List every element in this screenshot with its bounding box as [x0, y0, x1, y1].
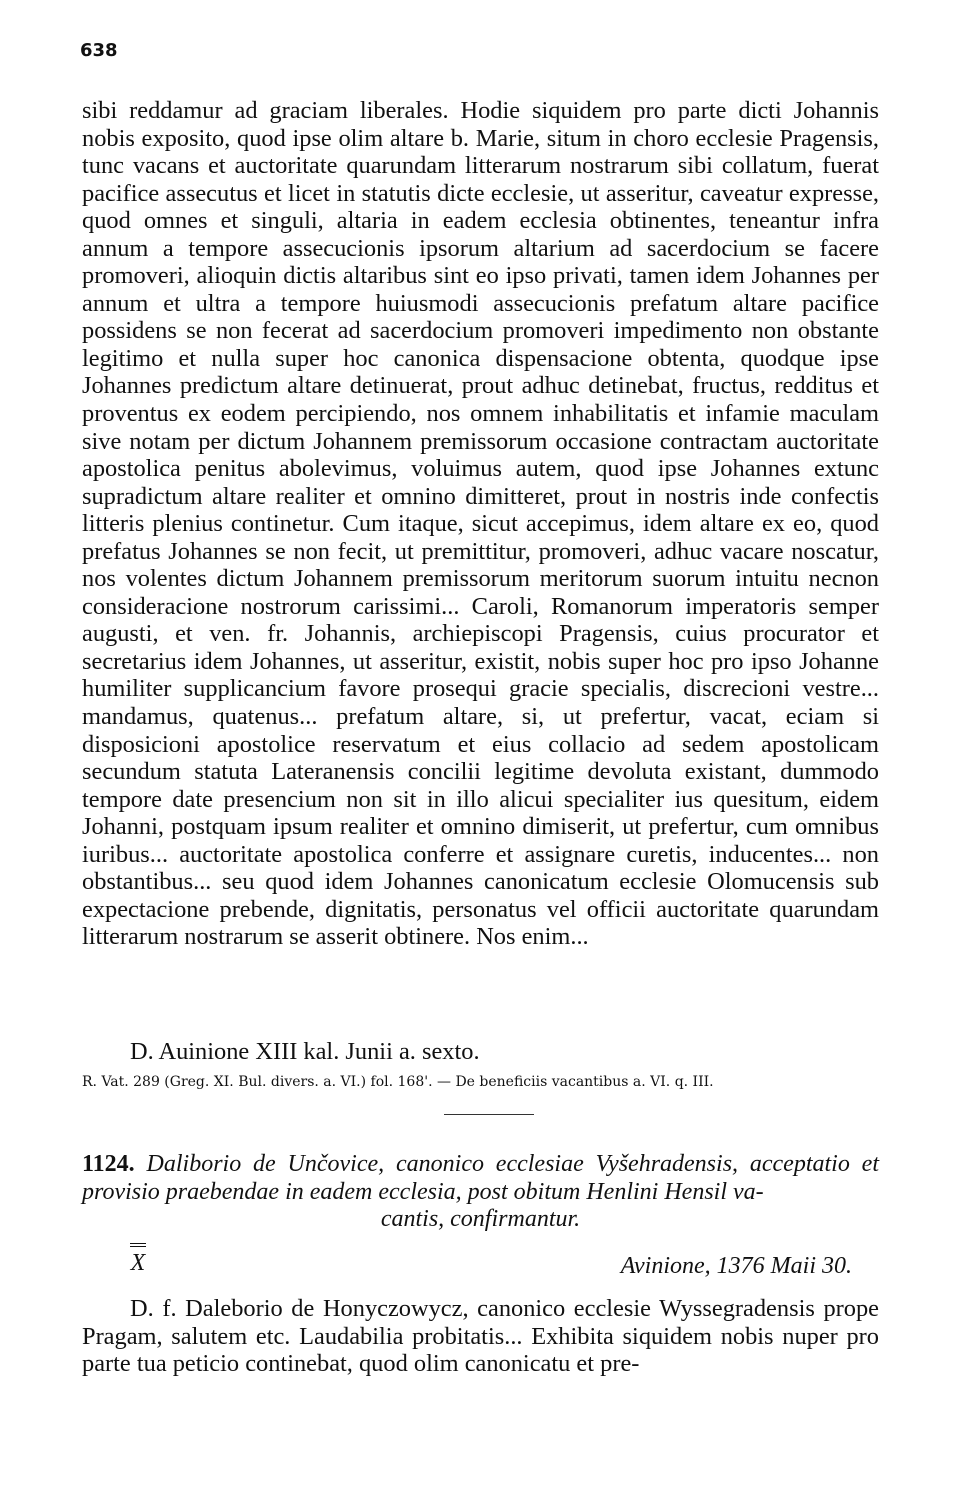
main-body-text [82, 97, 879, 951]
register-mark [126, 1243, 150, 1275]
entry-paragraph: D. f. Daleborio de Honyczowycz, canonico ecclesie Wyssegradensis prope Pragam, salutem etc. Laudabilia probitatis... Exhibita siquidem nobis nuper pro parte tua peticio continebat, quod olim canonicatu et pre- [82, 1295, 879, 1378]
register-mark-bar [130, 1243, 146, 1244]
entry-heading-text-end: cantis, confirmantur. [380, 1206, 581, 1232]
register-mark-letter: X [130, 1250, 146, 1276]
place-date: Avinione, 1376 Maii 30. [620, 1253, 852, 1279]
entry-body-text [82, 1295, 879, 1378]
dateline: D. Auinione XIII kal. Junii a. sexto. [130, 1038, 480, 1065]
page-number: 638 [80, 40, 118, 61]
entry-heading [82, 1151, 879, 1234]
entry-heading-text: Daliborio de Unčovice, canonico ecclesiae Vyšehradensis, acceptatio et provisio praebendae in eadem ecclesia, post obitum Henlini Hensil va- [82, 1151, 879, 1205]
entry-number: 1124. [82, 1151, 135, 1177]
source-note: R. Vat. 289 (Greg. XI. Bul. divers. a. VI.) fol. 168'. — De beneficiis vacantibus a. VI. q. III. [82, 1074, 714, 1090]
body-paragraph: sibi reddamur ad graciam liberales. Hodie siquidem pro parte dicti Johannis nobis exposito, quod ipse olim altare b. Marie, situm in choro ecclesie Pragensis, tunc vacans et auctoritate quarundam litterarum nostrarum sibi collatum, fuerat pacifice assecutus et licet in statutis dicte ecclesie, ut asseritur, caveatur expresse, quod omnes et singuli, altaria in eadem ecclesia obtinentes, teneantur infra annum a tempore assecucionis ipsorum altarium ad sacerdocium se facere promoveri, alioquin dictis altaribus sint eo ipso privati, tamen idem Johannes per annum et ultra a tempore huiusmodi assecucionis prefatum altare pacifice possidens se non fecerat ad sacerdocium promoveri impedimento non obstante legitimo et nulla super hoc canonica dispensacione obtenta, quodque ipse Johannes predictum altare detinuerat, prout adhuc detinebat, fructus, redditus et proventus ex eodem percipiendo, nos omnem inhabilitatis et infamie maculam sive notam per dictum Johannem premissorum occasione contractam auctoritate apostolica penitus abolevimus, voluimus autem, quod ipse Johannes extunc supradictum altare realiter et omnino dimitteret, prout in nostris inde confectis litteris plenius continetur. Cum itaque, sicut accepimus, idem altare ex eo, quod prefatus Johannes se non fecit, ut premittitur, promoveri, adhuc vacare noscatur, nos volentes dictum Johannem premissorum meritorum suorum intuitu necnon consideracione nostrorum carissimi... Caroli, Romanorum imperatoris semper augusti, et ven. fr. Johannis, archiepiscopi Pragensis, cuius procurator et secretarius idem Johannes, ut asseritur, existit, nobis super hoc pro ipso Johanne humiliter supplicancium favore prosequi gracie specialis, discrecioni vestre... mandamus, quatenus... prefatum altare, si, ut prefertur, vacat, eciam si disposicioni apostolice reservatum et eius collacio ad sedem apostolicam secundum statuta Lateranensis concilii legitime devoluta existant, dummodo tempore date presencium non sit in illo alicui specialiter ius quesitum, eidem Johanni, postquam ipsum realiter et omnino dimiserit, ut prefertur, cum omnibus iuribus... auctoritate apostolica conferre et assignare curetis, inducentes... non obstantibus... seu quod idem Johannes canonicatum ecclesie Olomucensis sub expectacione prebende, dignitatis, personatus vel officii auctoritate quarundam litterarum nostrarum se asserit obtinere. Nos enim... [82, 97, 879, 951]
register-mark-bar [130, 1246, 146, 1247]
section-divider [444, 1114, 534, 1115]
